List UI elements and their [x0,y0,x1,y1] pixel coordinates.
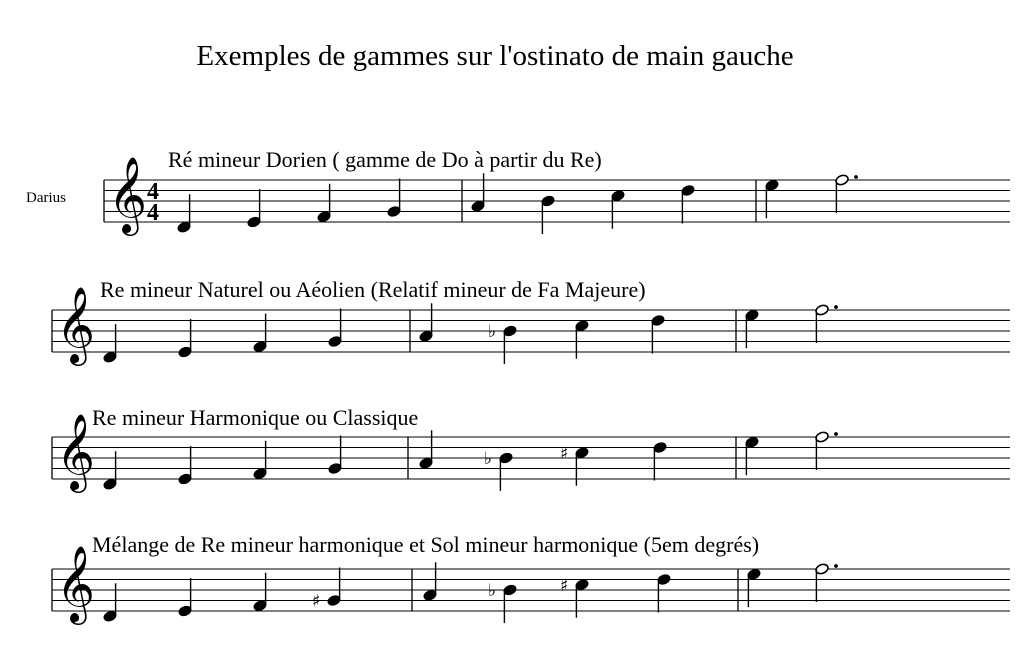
flat-icon: ♭ [484,449,493,469]
sharp-icon: ♯ [312,591,321,612]
note-dot [834,432,838,436]
system-heading: Mélange de Re mineur harmonique et Sol mineur harmonique (5em degrés) [92,532,760,557]
instrument-name: Darius [26,190,66,206]
time-signature-numerator: 4 [147,179,159,205]
note-dot [834,564,838,568]
treble-clef-icon: 𝄞 [56,286,96,363]
system-heading: Ré mineur Dorien ( gamme de Do à partir du Re) [168,147,602,172]
flat-icon: ♭ [488,581,497,601]
note-dot [834,305,838,309]
treble-clef-icon: 𝄞 [56,413,96,490]
system-heading: Re mineur Naturel ou Aéolien (Relatif mineur de Fa Majeure) [100,277,646,302]
flat-icon: ♭ [488,322,497,342]
treble-clef-icon: 𝄞 [56,545,96,622]
treble-clef-icon: 𝄞 [108,156,148,233]
sharp-icon: ♯ [560,443,569,464]
system-heading: Re mineur Harmonique ou Classique [92,405,419,430]
note-dot [854,175,858,179]
page-title: Exemples de gammes sur l'ostinato de main gauche [196,40,794,72]
sharp-icon: ♯ [560,575,569,596]
time-signature-denominator: 4 [147,200,159,226]
